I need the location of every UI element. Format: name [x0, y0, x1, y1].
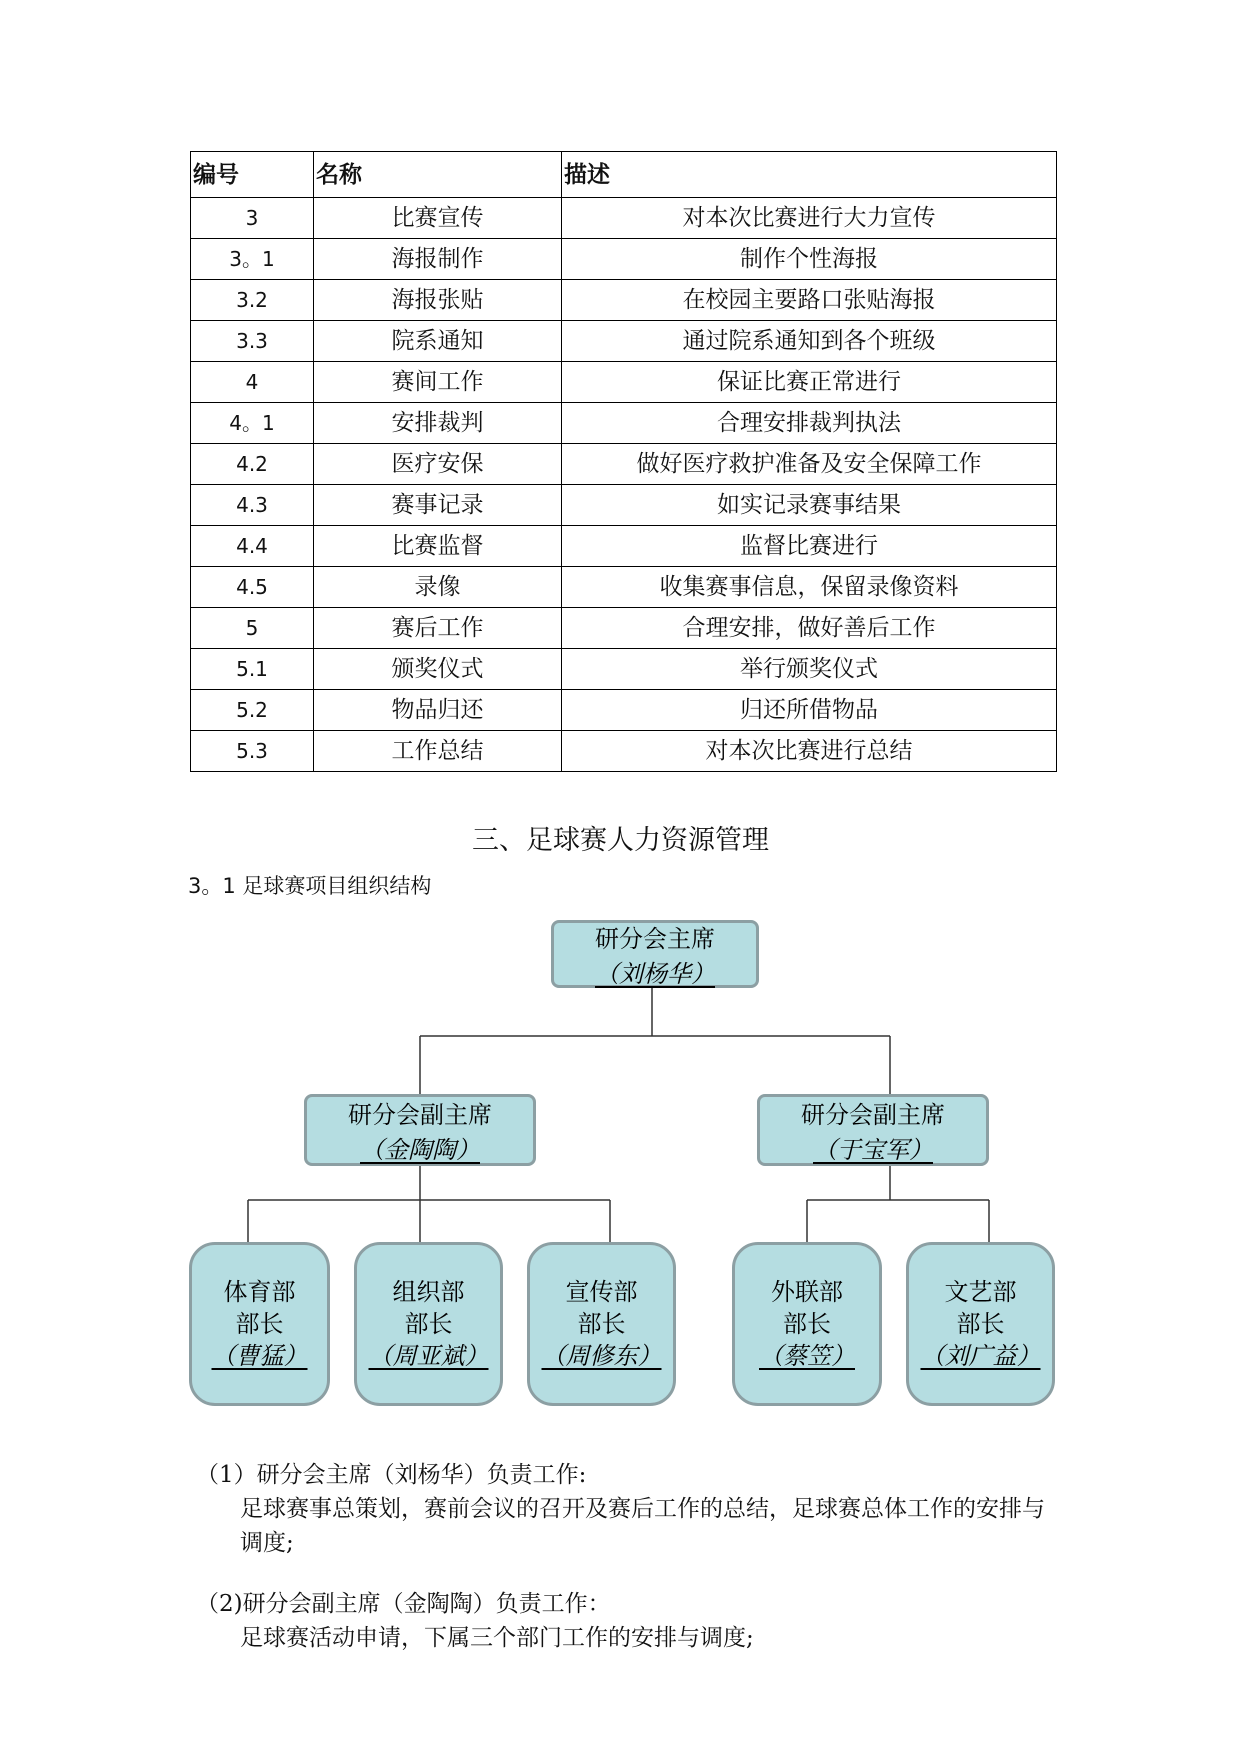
cell-id: 4.4 — [191, 526, 314, 567]
table-row — [191, 526, 1057, 567]
duty-body: 足球赛活动申请，下属三个部门工作的安排与调度; — [240, 1625, 754, 1651]
cell-id: 5.3 — [191, 731, 314, 772]
cell-id: 3 — [191, 198, 314, 239]
duty-heading: （2)研分会副主席（金陶陶）负责工作： — [196, 1591, 611, 1617]
cell-id: 3.2 — [191, 280, 314, 321]
dept-person: （蔡笠） — [759, 1342, 855, 1370]
dept-title: 部长 — [956, 1310, 1005, 1338]
org-node-external-dept — [732, 1242, 882, 1406]
org-role-vice-chair-1: 研分会副主席 — [348, 1101, 492, 1129]
column-header-desc: 描述 — [562, 152, 1057, 198]
cell-id: 5.2 — [191, 690, 314, 731]
task-table — [190, 151, 1057, 772]
dept-person: （周亚斌） — [368, 1342, 489, 1370]
org-node-vice-chair-1 — [304, 1094, 536, 1166]
cell-name: 赛后工作 — [314, 608, 562, 649]
cell-desc: 举行颁奖仪式 — [562, 649, 1057, 690]
table-header-row — [191, 152, 1057, 198]
sub-title: 3。1 足球赛项目组织结构 — [188, 874, 432, 898]
dept-name: 外联部 — [771, 1278, 843, 1306]
dept-title: 部长 — [235, 1310, 284, 1338]
table-row — [191, 649, 1057, 690]
org-role-vice-chair-2: 研分会副主席 — [801, 1101, 945, 1129]
cell-desc: 做好医疗救护准备及安全保障工作 — [562, 444, 1057, 485]
dept-person: （曹猛） — [211, 1342, 308, 1370]
org-node-publicity-dept — [527, 1242, 676, 1406]
cell-desc: 在校园主要路口张贴海报 — [562, 280, 1057, 321]
table-row — [191, 362, 1057, 403]
cell-desc: 合理安排，做好善后工作 — [562, 608, 1057, 649]
table-row — [191, 485, 1057, 526]
column-header-id: 编号 — [191, 152, 314, 198]
section-title: 三、足球赛人力资源管理 — [472, 825, 769, 856]
duty-paragraph-1 — [196, 1458, 1066, 1560]
table-row — [191, 198, 1057, 239]
cell-desc: 如实记录赛事结果 — [562, 485, 1057, 526]
org-person-vice-chair-2: （于宝军） — [813, 1136, 933, 1164]
cell-id: 4.2 — [191, 444, 314, 485]
duty-paragraph-2 — [196, 1587, 1066, 1655]
cell-id: 5 — [191, 608, 314, 649]
cell-name: 海报制作 — [314, 239, 562, 280]
dept-name: 文艺部 — [944, 1278, 1017, 1306]
duty-heading: （1）研分会主席（刘杨华）负责工作: — [196, 1462, 587, 1488]
cell-name: 颁奖仪式 — [314, 649, 562, 690]
table-row — [191, 280, 1057, 321]
dept-name: 组织部 — [392, 1278, 465, 1306]
table-row — [191, 608, 1057, 649]
dept-name: 宣传部 — [565, 1278, 638, 1306]
table-body — [191, 198, 1057, 772]
cell-desc: 监督比赛进行 — [562, 526, 1057, 567]
cell-id: 3。1 — [191, 239, 314, 280]
cell-desc: 归还所借物品 — [562, 690, 1057, 731]
cell-name: 安排裁判 — [314, 403, 562, 444]
org-node-vice-chair-2 — [757, 1094, 989, 1166]
cell-id: 4.5 — [191, 567, 314, 608]
dept-person: （周修东） — [541, 1342, 662, 1370]
duty-body: 足球赛事总策划，赛前会议的召开及赛后工作的总结，足球赛总体工作的安排与调度; — [240, 1496, 1045, 1556]
cell-desc: 收集赛事信息，保留录像资料 — [562, 567, 1057, 608]
cell-desc: 对本次比赛进行总结 — [562, 731, 1057, 772]
table-row — [191, 321, 1057, 362]
org-person-chair: （刘杨华） — [595, 960, 715, 988]
table-row — [191, 403, 1057, 444]
dept-title: 部长 — [783, 1310, 831, 1338]
org-role-chair: 研分会主席 — [595, 925, 715, 953]
table-row — [191, 567, 1057, 608]
cell-name: 比赛宣传 — [314, 198, 562, 239]
cell-id: 5.1 — [191, 649, 314, 690]
cell-name: 工作总结 — [314, 731, 562, 772]
table-row — [191, 731, 1057, 772]
cell-name: 赛间工作 — [314, 362, 562, 403]
org-node-sports-dept — [189, 1242, 330, 1406]
dept-person: （刘广益） — [920, 1342, 1041, 1370]
dept-title: 部长 — [577, 1310, 626, 1338]
org-node-organization-dept — [354, 1242, 503, 1406]
org-person-vice-chair-1: （金陶陶） — [360, 1136, 480, 1164]
cell-desc: 通过院系通知到各个班级 — [562, 321, 1057, 362]
cell-id: 4.3 — [191, 485, 314, 526]
cell-name: 医疗安保 — [314, 444, 562, 485]
cell-name: 海报张贴 — [314, 280, 562, 321]
cell-id: 3.3 — [191, 321, 314, 362]
cell-id: 4 — [191, 362, 314, 403]
org-node-arts-dept — [906, 1242, 1055, 1406]
cell-name: 录像 — [314, 567, 562, 608]
table-row — [191, 239, 1057, 280]
dept-name: 体育部 — [223, 1278, 296, 1306]
cell-desc: 保证比赛正常进行 — [562, 362, 1057, 403]
cell-name: 院系通知 — [314, 321, 562, 362]
table-row — [191, 444, 1057, 485]
cell-desc: 对本次比赛进行大力宣传 — [562, 198, 1057, 239]
cell-desc: 合理安排裁判执法 — [562, 403, 1057, 444]
cell-name: 赛事记录 — [314, 485, 562, 526]
cell-desc: 制作个性海报 — [562, 239, 1057, 280]
table-row — [191, 690, 1057, 731]
cell-name: 物品归还 — [314, 690, 562, 731]
column-header-name: 名称 — [314, 152, 562, 198]
dept-title: 部长 — [404, 1310, 453, 1338]
cell-name: 比赛监督 — [314, 526, 562, 567]
org-node-chair — [551, 920, 759, 988]
cell-id: 4。1 — [191, 403, 314, 444]
